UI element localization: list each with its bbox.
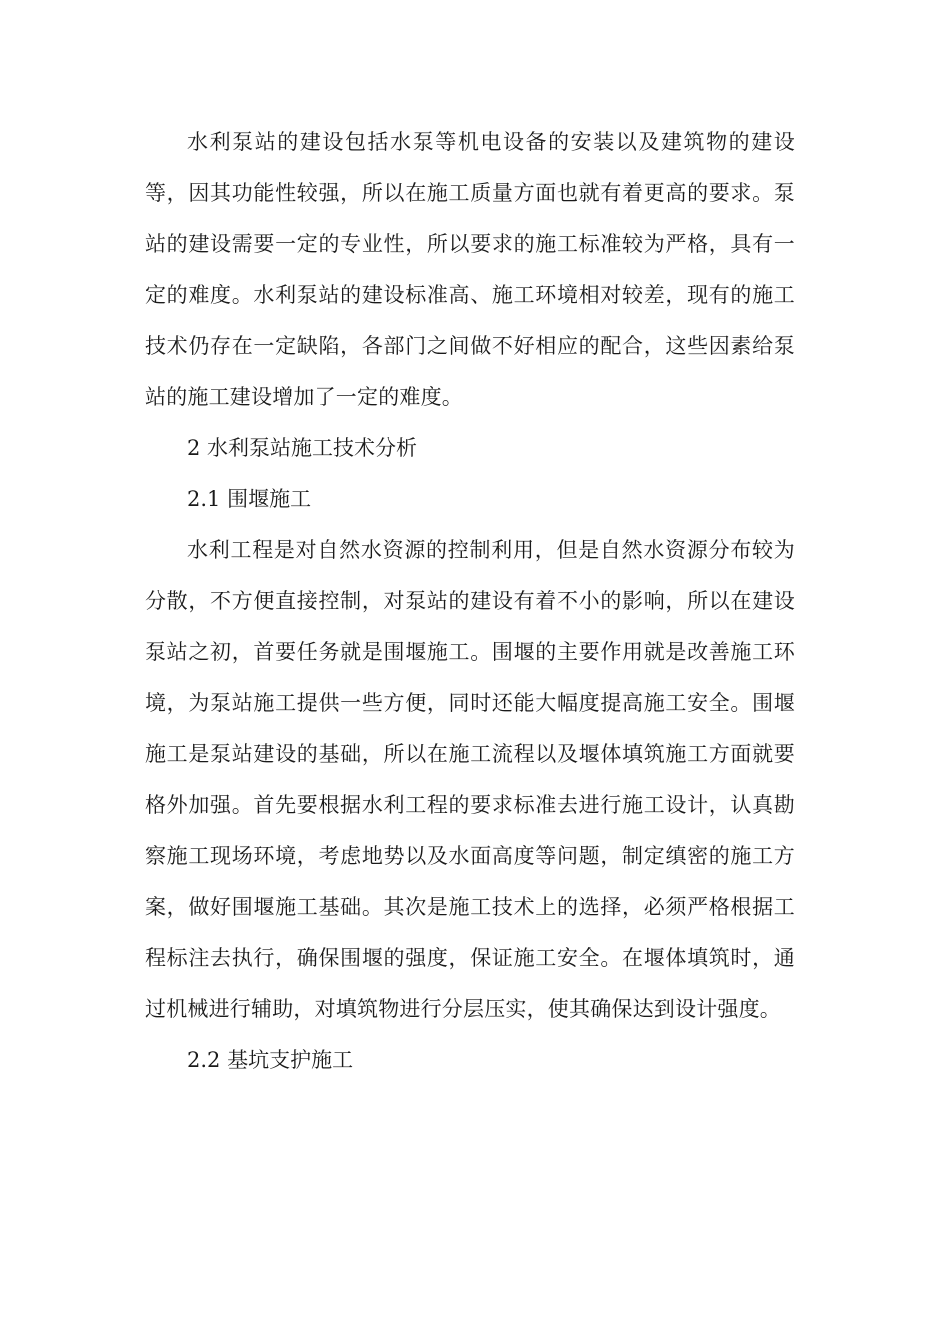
paragraph-pump-station-overview: 水利泵站的建设包括水泵等机电设备的安装以及建筑物的建设等，因其功能性较强，所以在施工质量方面也就有着更高的要求。泵站的建设需要一定的专业性，所以要求的施工标准较为严格，具有一定的难度。水利泵站的建设标准高、施工环境相对较差，现有的施工技术仍存在一定缺陷，各部门之间做不好相应的配合，这些因素给泵站的施工建设增加了一定的难度。	[145, 130, 795, 409]
subsection-heading-2-1: 2.1 围堰施工	[187, 487, 312, 511]
document-body	[145, 117, 795, 1086]
paragraph-cofferdam-construction: 水利工程是对自然水资源的控制利用，但是自然水资源分布较为分散，不方便直接控制，对泵站的建设有着不小的影响，所以在建设泵站之初，首要任务就是围堰施工。围堰的主要作用就是改善施工环境，为泵站施工提供一些方便，同时还能大幅度提高施工安全。围堰施工是泵站建设的基础，所以在施工流程以及堰体填筑施工方面就要格外加强。首先要根据水利工程的要求标准去进行施工设计，认真勘察施工现场环境，考虑地势以及水面高度等问题，制定缜密的施工方案，做好围堰施工基础。其次是施工技术上的选择，必须严格根据工程标注去执行，确保围堰的强度，保证施工安全。在堰体填筑时，通过机械进行辅助，对填筑物进行分层压实，使其确保达到设计强度。	[145, 538, 795, 1021]
section-heading-2: 2 水利泵站施工技术分析	[187, 436, 418, 460]
subsection-heading-2-2: 2.2 基坑支护施工	[187, 1048, 354, 1072]
